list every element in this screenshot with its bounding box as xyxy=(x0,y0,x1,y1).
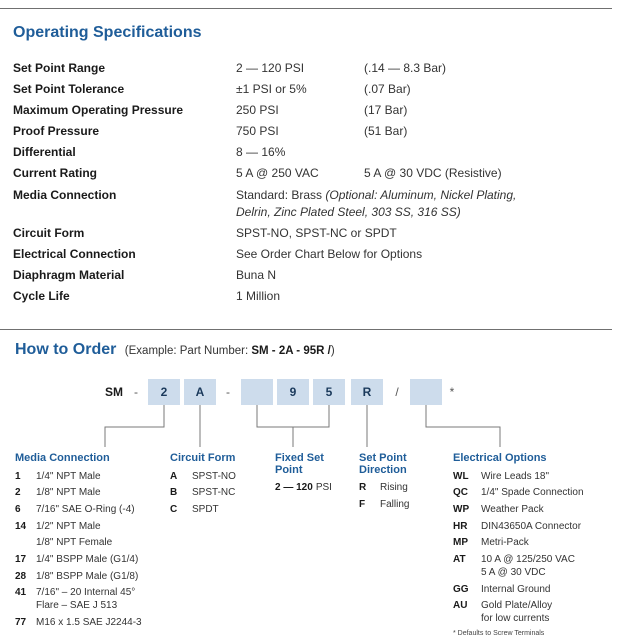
option-desc-line: 5 A @ 30 VDC xyxy=(481,566,546,578)
option-desc-line: 10 A @ 125/250 VAC xyxy=(481,553,575,565)
option-desc: SPST-NO xyxy=(192,470,236,482)
spec-label: Current Rating xyxy=(13,166,97,181)
option-desc: Rising xyxy=(380,482,408,493)
example-close-paren: ) xyxy=(330,345,335,357)
spec-value: 1 Million xyxy=(236,289,281,304)
spec-value: Buna N xyxy=(236,268,277,283)
spec-row-circuit-form xyxy=(13,225,573,242)
spec-label: Cycle Life xyxy=(13,289,70,304)
spec-row-differential xyxy=(13,144,573,161)
spec-row-cycle-life xyxy=(13,288,573,305)
circuit-form-title: Circuit Form xyxy=(170,452,236,464)
set-point-digit-box-2: 9 xyxy=(277,379,309,405)
option-code: 6 xyxy=(15,503,21,515)
spec-label: Maximum Operating Pressure xyxy=(13,102,184,117)
media-option xyxy=(15,586,142,612)
option-desc: SPDT xyxy=(192,503,219,515)
option-desc: Weather Pack xyxy=(481,503,544,515)
option-code: 17 xyxy=(15,553,27,565)
set-point-range-value: 2 — 120 xyxy=(275,482,313,493)
example-label: (Example: Part Number: xyxy=(124,345,249,357)
option-desc: 1/8" BSPP Male (G1/8) xyxy=(36,570,139,582)
part-slash: / xyxy=(395,385,399,399)
spec-label: Differential xyxy=(13,145,76,160)
media-connection-box: 2 xyxy=(148,379,180,405)
spec-metric-value: (.14 — 8.3 Bar) xyxy=(364,60,447,75)
electrical-footnote: * Defaults to Screw Terminals xyxy=(453,630,545,637)
electrical-option xyxy=(453,503,584,516)
option-desc: 1/2" NPT Male xyxy=(36,520,101,532)
option-code: 1 xyxy=(15,470,21,482)
option-code: WP xyxy=(453,503,470,515)
spec-row-max-operating-pressure xyxy=(13,102,573,119)
spec-label: Media Connection xyxy=(13,187,117,202)
how-to-order-heading: How to Order xyxy=(15,341,117,358)
spec-value-standard: Standard: Brass xyxy=(236,187,323,202)
direction-option xyxy=(359,498,409,511)
option-code: HR xyxy=(453,520,468,532)
media-option xyxy=(15,486,142,499)
electrical-options-column xyxy=(453,453,584,638)
option-desc: 1/4" BSPP Male (G1/4) xyxy=(36,553,139,565)
spec-row-proof-pressure xyxy=(13,123,573,140)
electrical-option xyxy=(453,553,584,579)
spec-metric-value: (17 Bar) xyxy=(364,102,408,117)
option-desc: SPST-NC xyxy=(192,487,236,499)
option-code: F xyxy=(359,498,366,510)
option-desc: 1/8" NPT Female xyxy=(36,537,113,549)
option-desc-line: for low currents xyxy=(481,613,550,625)
spec-value: 2 — 120 PSI xyxy=(236,60,305,75)
electrical-option xyxy=(453,486,584,499)
title-line: Fixed Set xyxy=(275,452,324,464)
how-to-order-heading-line xyxy=(15,340,335,361)
set-point-direction-column xyxy=(359,453,409,514)
title-line: Direction xyxy=(359,463,407,476)
option-code: 14 xyxy=(15,520,27,532)
spec-value: 8 — 16% xyxy=(236,145,286,160)
spec-table xyxy=(13,60,573,310)
option-desc: Wire Leads 18" xyxy=(481,470,550,482)
option-code: C xyxy=(170,503,178,515)
spec-row-set-point-range xyxy=(13,60,573,77)
spec-label: Diaphragm Material xyxy=(13,268,125,283)
circuit-form-box: A xyxy=(184,379,216,405)
media-option xyxy=(15,503,142,516)
electrical-option xyxy=(453,470,584,483)
title-line: Set Point xyxy=(359,452,407,464)
spec-label: Electrical Connection xyxy=(13,247,136,261)
option-desc-line: 7/16" – 20 Internal 45° xyxy=(36,587,136,599)
media-option xyxy=(15,536,142,549)
option-desc: 7/16" SAE O-Ring (-4) xyxy=(36,503,135,515)
electrical-options-connector xyxy=(426,405,500,447)
option-desc xyxy=(36,586,135,612)
electrical-option-box xyxy=(410,379,442,405)
section-divider xyxy=(0,329,612,330)
option-code: AT xyxy=(453,553,466,565)
option-desc-line: Flare – SAE J 513 xyxy=(36,600,118,612)
option-code: 77 xyxy=(15,617,27,628)
option-code: B xyxy=(170,487,178,499)
fixed-set-point-column xyxy=(275,453,332,498)
media-option xyxy=(15,570,142,583)
spec-label: Circuit Form xyxy=(13,225,85,240)
fixed-set-point-title xyxy=(275,453,332,476)
spec-metric-value: (51 Bar) xyxy=(364,124,408,139)
spec-value: 250 PSI xyxy=(236,102,279,117)
option-code: R xyxy=(359,482,367,493)
part-separator: - xyxy=(226,385,230,399)
fixed-set-point-bracket xyxy=(257,405,329,427)
set-point-digit-box-1 xyxy=(241,379,273,405)
spec-value: 5 A @ 250 VAC xyxy=(236,166,319,181)
spec-row-diaphragm-material xyxy=(13,267,573,284)
electrical-options-title: Electrical Options xyxy=(453,452,547,464)
circuit-option xyxy=(170,503,236,516)
option-code: 41 xyxy=(15,587,27,599)
example-part-number xyxy=(125,345,335,357)
spec-row-electrical-connection xyxy=(13,246,573,263)
option-code: 2 xyxy=(15,487,21,499)
spec-row-set-point-tolerance xyxy=(13,81,573,98)
option-desc: M16 x 1.5 SAE J2244-3 xyxy=(36,617,142,628)
spec-row-current-rating xyxy=(13,165,573,182)
option-desc: 1/4" Spade Connection xyxy=(481,487,584,499)
example-part-code: SM - 2A - 95R / xyxy=(251,345,331,357)
circuit-option xyxy=(170,486,236,499)
option-desc: Falling xyxy=(380,498,410,510)
direction-option xyxy=(359,481,409,494)
option-desc-line: Gold Plate/Alloy xyxy=(481,600,553,612)
set-point-direction-title xyxy=(359,453,409,476)
spec-metric-value: 5 A @ 30 VDC (Resistive) xyxy=(364,166,502,181)
spec-label: Proof Pressure xyxy=(13,124,100,139)
option-code: A xyxy=(170,470,178,482)
media-option xyxy=(15,553,142,566)
media-option xyxy=(15,470,142,483)
media-connection-connector xyxy=(105,405,164,447)
option-code: AU xyxy=(453,600,468,612)
operating-specifications-heading: Operating Specifications xyxy=(13,24,202,41)
media-option xyxy=(15,520,142,533)
spec-label: Set Point Range xyxy=(13,60,106,75)
option-desc: 1/8" NPT Male xyxy=(36,487,101,499)
option-desc xyxy=(481,599,552,625)
electrical-option xyxy=(453,520,584,533)
set-point-direction-box: R xyxy=(351,379,383,405)
spec-metric-value: (.07 Bar) xyxy=(364,81,411,96)
spec-value: ±1 PSI or 5% xyxy=(236,81,307,96)
option-code: WL xyxy=(453,470,469,482)
media-connection-title: Media Connection xyxy=(15,452,110,464)
part-asterisk: * xyxy=(449,385,455,399)
spec-value xyxy=(236,187,516,221)
spec-value-optional-continued: Delrin, Zinc Plated Steel, 303 SS, 316 SS) xyxy=(236,204,461,219)
part-separator: - xyxy=(134,385,138,399)
electrical-option xyxy=(453,599,584,625)
circuit-option xyxy=(170,470,236,483)
spec-label: Set Point Tolerance xyxy=(13,81,125,96)
set-point-range-unit: PSI xyxy=(315,482,332,493)
title-line: Point xyxy=(275,463,303,476)
media-connection-column xyxy=(15,453,142,633)
option-desc: Internal Ground xyxy=(481,583,551,595)
option-code: QC xyxy=(453,487,468,499)
electrical-option xyxy=(453,536,584,549)
spec-value-optional: (Optional: Aluminum, Nickel Plating, xyxy=(325,187,517,202)
circuit-form-column xyxy=(170,453,236,520)
spec-value: See Order Chart Below for Options xyxy=(236,247,423,261)
spec-value: SPST-NO, SPST-NC or SPDT xyxy=(236,225,397,240)
part-prefix: SM xyxy=(105,385,123,399)
electrical-option xyxy=(453,583,584,596)
option-desc xyxy=(481,553,575,579)
option-code: 28 xyxy=(15,570,27,582)
option-code: MP xyxy=(453,537,468,549)
option-code: GG xyxy=(453,583,469,595)
option-desc: Metri-Pack xyxy=(481,537,529,549)
set-point-range xyxy=(275,481,332,494)
set-point-digit-box-3: 5 xyxy=(313,379,345,405)
media-option xyxy=(15,616,142,629)
spec-value: 750 PSI xyxy=(236,124,279,139)
option-desc: DIN43650A Connector xyxy=(481,520,582,532)
spec-row-media-connection xyxy=(13,187,573,221)
top-divider xyxy=(0,8,612,9)
option-desc: 1/4" NPT Male xyxy=(36,470,101,482)
